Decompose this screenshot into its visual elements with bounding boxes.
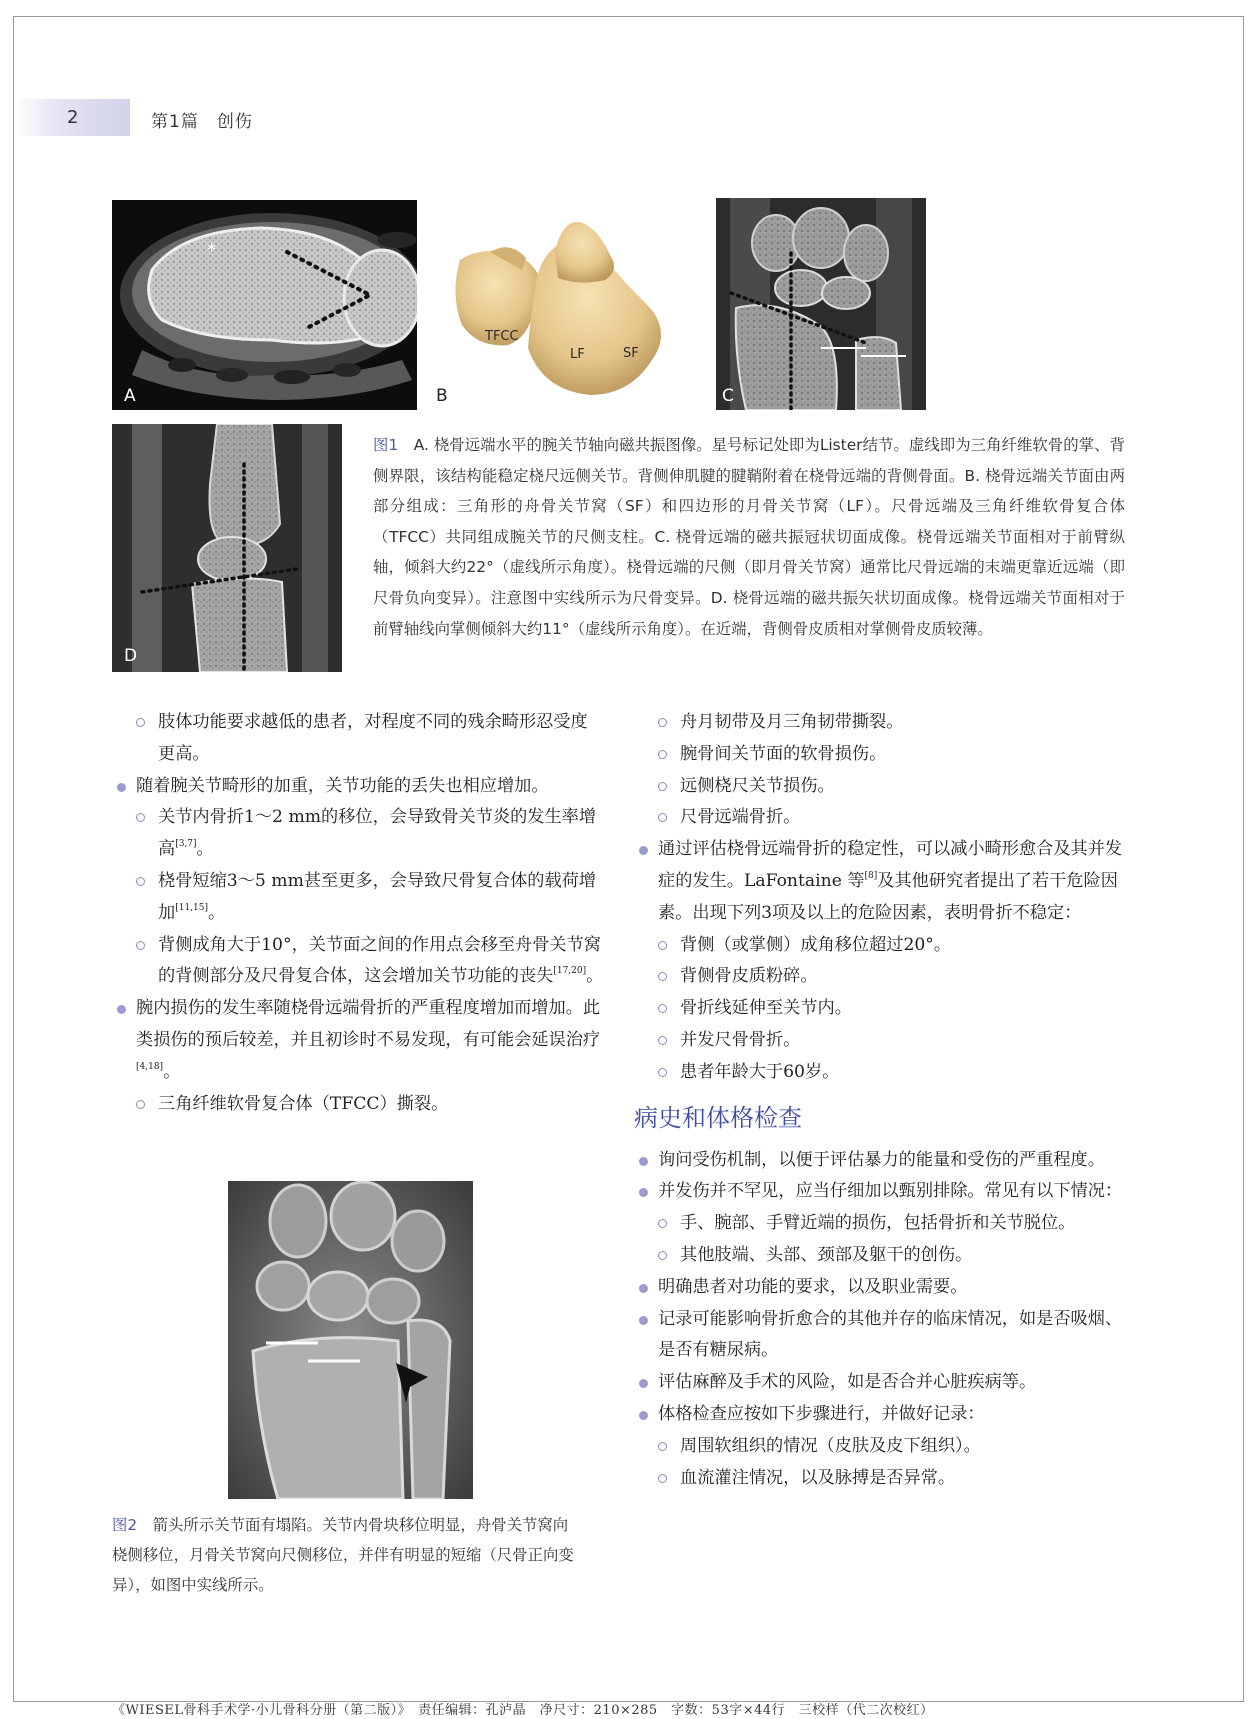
figure2-caption-label: 图2 [112,1516,138,1534]
sub-bullet-item [634,739,1126,771]
coronal-mri-image [716,198,926,410]
figure1-caption-text: A. 桡骨远端水平的腕关节轴向磁共振图像。星号标记处即为Lister结节。虚线即为三角纤维软骨的掌、背侧界限，该结构能稳定桡尺远侧关节。背侧伸肌腱的腱鞘附着在桡骨远端的背侧骨面。B. 桡骨远端关节面由两部分组成：三角形的舟骨关节窝（SF）和四边形的月骨关节窝（LF）。尺骨远端及三角纤维软骨复合体（TFCC）共同组成腕关节的尺侧支柱。C. 桡骨远端的磁共振冠状切面成像。桡骨远端关节面相对于前臂纵轴，倾斜大约22°（虚线所示角度）。桡骨远端的尺侧（即月骨关节窝）通常比尺骨远端的末端更靠近远端（即尺骨负向变异）。注意图中实线所示为尺骨变异。D. 桡骨远端的磁共振矢状切面成像。桡骨远端关节面相对于前臂轴线向掌侧倾斜大约11°（虚线所示角度）。在近端，背侧骨皮质相对掌侧骨皮质较薄。 [373,436,1125,638]
sub-bullet-item [634,993,1126,1025]
bullet-item [634,1176,1126,1208]
panel-letter-d: D [124,646,138,666]
bullet-text: 体格检查应按如下步骤进行，并做好记录： [658,1403,985,1424]
sagittal-mri-image [112,424,342,672]
bullet-text-tail: 及其他研究者提出了若干危险因素。出现下列3项及以上的危险因素，表明骨折不稳定： [658,870,1118,923]
bullet-text: 记录可能影响骨折愈合的其他并存的临床情况，如是否吸烟、是否有糖尿病。 [658,1308,1123,1361]
label-lf: LF [570,347,585,362]
figure2-radiograph [228,1181,473,1499]
sub-bullet-item [634,1057,1126,1089]
right-column [634,707,1126,1494]
bullet-text-tail: 。 [163,1061,181,1082]
bullet-text: 关节内骨折1～2 mm的移位，会导致骨关节炎的发生率增高 [158,807,597,860]
bullet-text: 远侧桡尺关节损伤。 [680,775,835,796]
page-number: 2 [67,107,79,128]
bullet-text: 腕内损伤的发生率随桡骨远端骨折的严重程度增加而增加。此类损伤的预后较差，并且初诊时不易发现，有可能会延误治疗 [136,998,601,1050]
figure2-caption [112,1510,582,1600]
bullet-text: 背侧成角大于10°，关节面之间的作用点会移至舟骨关节窝的背侧部分及尺骨复合体，这会增加关节功能的丧失 [158,934,601,987]
figure1-caption-label: 图1 [373,436,399,454]
bullet-text: 肢体功能要求越低的患者，对程度不同的残余畸形忍受度更高。 [158,712,588,764]
bullet-text: 询问受伤机制，以便于评估暴力的能量和受伤的严重程度。 [658,1149,1105,1170]
bullet-text: 三角纤维软骨复合体（TFCC）撕裂。 [158,1093,449,1114]
bullet-text: 评估麻醉及手术的风险，如是否合并心脏疾病等。 [658,1372,1037,1393]
bullet-text: 通过评估桡骨远端骨折的稳定性，可以减小畸形愈合及其并发症的发生。LaFontaine 等 [658,839,1123,891]
panel-letter-b: B [436,386,448,406]
citation-ref: [8] [864,870,878,881]
sub-bullet-item [112,866,604,930]
bullet-item [112,771,604,803]
sub-bullet-item [634,707,1126,739]
citation-ref: [11,15] [175,902,208,913]
bullet-item [634,1272,1126,1304]
bullet-item [634,834,1126,929]
bullet-text-tail: 。 [196,839,214,860]
sub-bullet-item [634,930,1126,962]
bullet-text: 桡骨短缩3～5 mm甚至更多，会导致尺骨复合体的载荷增加 [158,870,597,923]
bullet-text: 并发尺骨骨折。 [680,1029,801,1050]
sub-bullet-item [634,1240,1126,1272]
bullet-text: 骨折线延伸至关节内。 [680,998,852,1019]
bullet-item [634,1304,1126,1368]
citation-ref: [17,20] [553,966,587,977]
sub-bullet-item [634,961,1126,993]
sub-bullet-item [112,1089,604,1121]
bullet-text-tail: 。 [586,966,604,987]
bullet-text: 明确患者对功能的要求，以及职业需要。 [658,1276,968,1297]
bullet-text: 周围软组织的情况（皮肤及皮下组织）。 [680,1435,981,1456]
section-heading: 病史和体格检查 [634,1103,802,1132]
sub-bullet-item [112,930,604,994]
citation-ref: [4,18] [136,1061,164,1072]
bullet-text: 随着腕关节畸形的加重，关节功能的丢失也相应增加。 [136,775,549,796]
figure1-panel-b [430,200,700,410]
sub-bullet-item [112,802,604,866]
sub-bullet-item [634,1431,1126,1463]
bone-illustration [430,200,700,410]
figure1-panel-c [716,198,926,410]
bullet-text: 手、腕部、手臂近端的损伤，包括骨折和关节脱位。 [680,1213,1076,1234]
lister-star: * [207,240,216,261]
sub-bullet-item [634,1025,1126,1057]
sub-bullet-item [634,802,1126,834]
bullet-text: 患者年龄大于60岁。 [680,1061,840,1082]
figure1-panel-a [112,200,417,410]
citation-ref: [3,7] [175,839,197,850]
label-sf: SF [623,346,639,361]
left-column [112,707,604,1120]
figure1-caption [373,430,1125,644]
sub-bullet-item [634,1208,1126,1240]
bullet-text: 背侧（或掌侧）成角移位超过20°。 [680,934,952,955]
bullet-text: 腕骨间关节面的软骨损伤。 [680,743,887,764]
bullet-text: 舟月韧带及月三角韧带撕裂。 [680,712,904,732]
bullet-item [634,1367,1126,1399]
wrist-xray-image [228,1181,473,1499]
chapter-title: 第1篇 创伤 [151,112,253,132]
sub-bullet-item [112,707,604,771]
axial-mri-image [112,200,417,410]
label-tfcc: TFCC [485,329,519,344]
bullet-item [634,1399,1126,1431]
page-footer: 《WIESEL骨科手术学·小儿骨科分册（第二版）》 责任编辑：孔泸晶 净尺寸：210×285 字数：53字×44行 三校样（代二次校红） [112,1703,934,1718]
bullet-item [634,1145,1126,1177]
sub-bullet-item [634,1463,1126,1495]
bullet-text: 其他肢端、头部、颈部及躯干的创伤。 [680,1244,973,1265]
figure1-panel-d [112,424,342,672]
bullet-text: 并发伤并不罕见，应当仔细加以甄别排除。常见有以下情况： [658,1181,1123,1202]
bullet-text: 背侧骨皮质粉碎。 [680,966,818,987]
bullet-text-tail: 。 [208,902,226,923]
panel-letter-c: C [722,386,734,406]
figure2-caption-text: 箭头所示关节面有塌陷。关节内骨块移位明显，舟骨关节窝向桡侧移位，月骨关节窝向尺侧移位，并伴有明显的短缩（尺骨正向变异），如图中实线所示。 [112,1516,574,1594]
bullet-text: 血流灌注情况，以及脉搏是否异常。 [680,1467,956,1488]
sub-bullet-item [634,771,1126,803]
panel-letter-a: A [124,386,136,406]
bullet-text: 尺骨远端骨折。 [680,807,801,828]
bullet-item [112,993,604,1088]
